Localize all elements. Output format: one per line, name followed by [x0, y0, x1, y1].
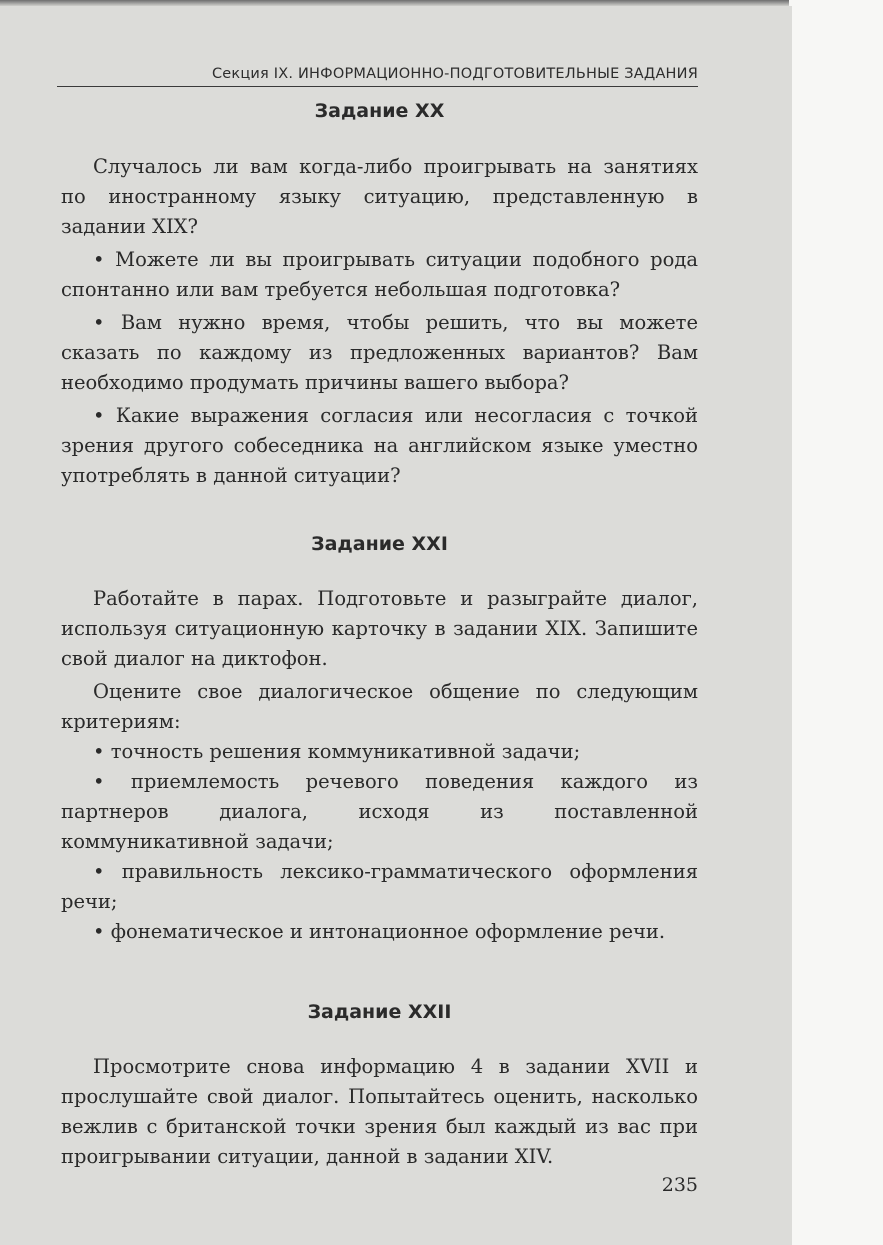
section-title: Задание XX: [314, 100, 445, 122]
page-content: [61, 102, 698, 1172]
paragraph: Работайте в парах. Подготовьте и разыграйте диалог, используя ситуационную карточку в задании XIX. Запишите свой диалог на диктофон.: [61, 587, 698, 670]
book-page: [0, 6, 792, 1245]
paragraph: Просмотрите снова информацию 4 в задании XVII и прослушайте свой диалог. Попытайтесь оценить, насколько вежлив с британской точки зрения был каждый из вас при проигрывании ситуации, данной в задании XIV.: [61, 1055, 698, 1168]
section-title: Задание XXI: [311, 533, 448, 555]
paragraph: Случалось ли вам когда-либо проигрывать на занятиях по иностранному языку ситуацию, представленную в задании XIX?: [61, 155, 698, 238]
paragraph: Оцените свое диалогическое общение по следующим критериям:: [61, 680, 698, 733]
section-task-20: [61, 102, 698, 491]
bullet-paragraph: • приемлемость речевого поведения каждого из партнеров диалога, исходя из поставленной коммуникативной задачи;: [61, 770, 698, 853]
bullet-paragraph: • Какие выражения согласия или несогласия с точкой зрения другого собеседника на английском языке уместно употреблять в данной ситуации?: [61, 404, 698, 487]
bullet-paragraph: • точность решения коммуникативной задачи;: [93, 740, 581, 763]
bullet-paragraph: • Вам нужно время, чтобы решить, что вы можете сказать по каждому из предложенных вариантов? Вам необходимо продумать причины вашего выбора?: [61, 311, 698, 394]
running-head: Секция IX. ИНФОРМАЦИОННО-ПОДГОТОВИТЕЛЬНЫЕ ЗАДАНИЯ: [57, 66, 698, 87]
section-title: Задание XXII: [307, 1001, 452, 1023]
section-task-22: [61, 1003, 698, 1172]
scan-margin: [789, 0, 883, 1245]
section-task-21: [61, 535, 698, 947]
page-number: 235: [661, 1174, 698, 1196]
bullet-paragraph: • правильность лексико-грамматического оформления речи;: [61, 860, 698, 913]
bullet-paragraph: • фонематическое и интонационное оформление речи.: [93, 920, 666, 943]
bullet-paragraph: • Можете ли вы проигрывать ситуации подобного рода спонтанно или вам требуется небольшая подготовка?: [61, 248, 698, 301]
